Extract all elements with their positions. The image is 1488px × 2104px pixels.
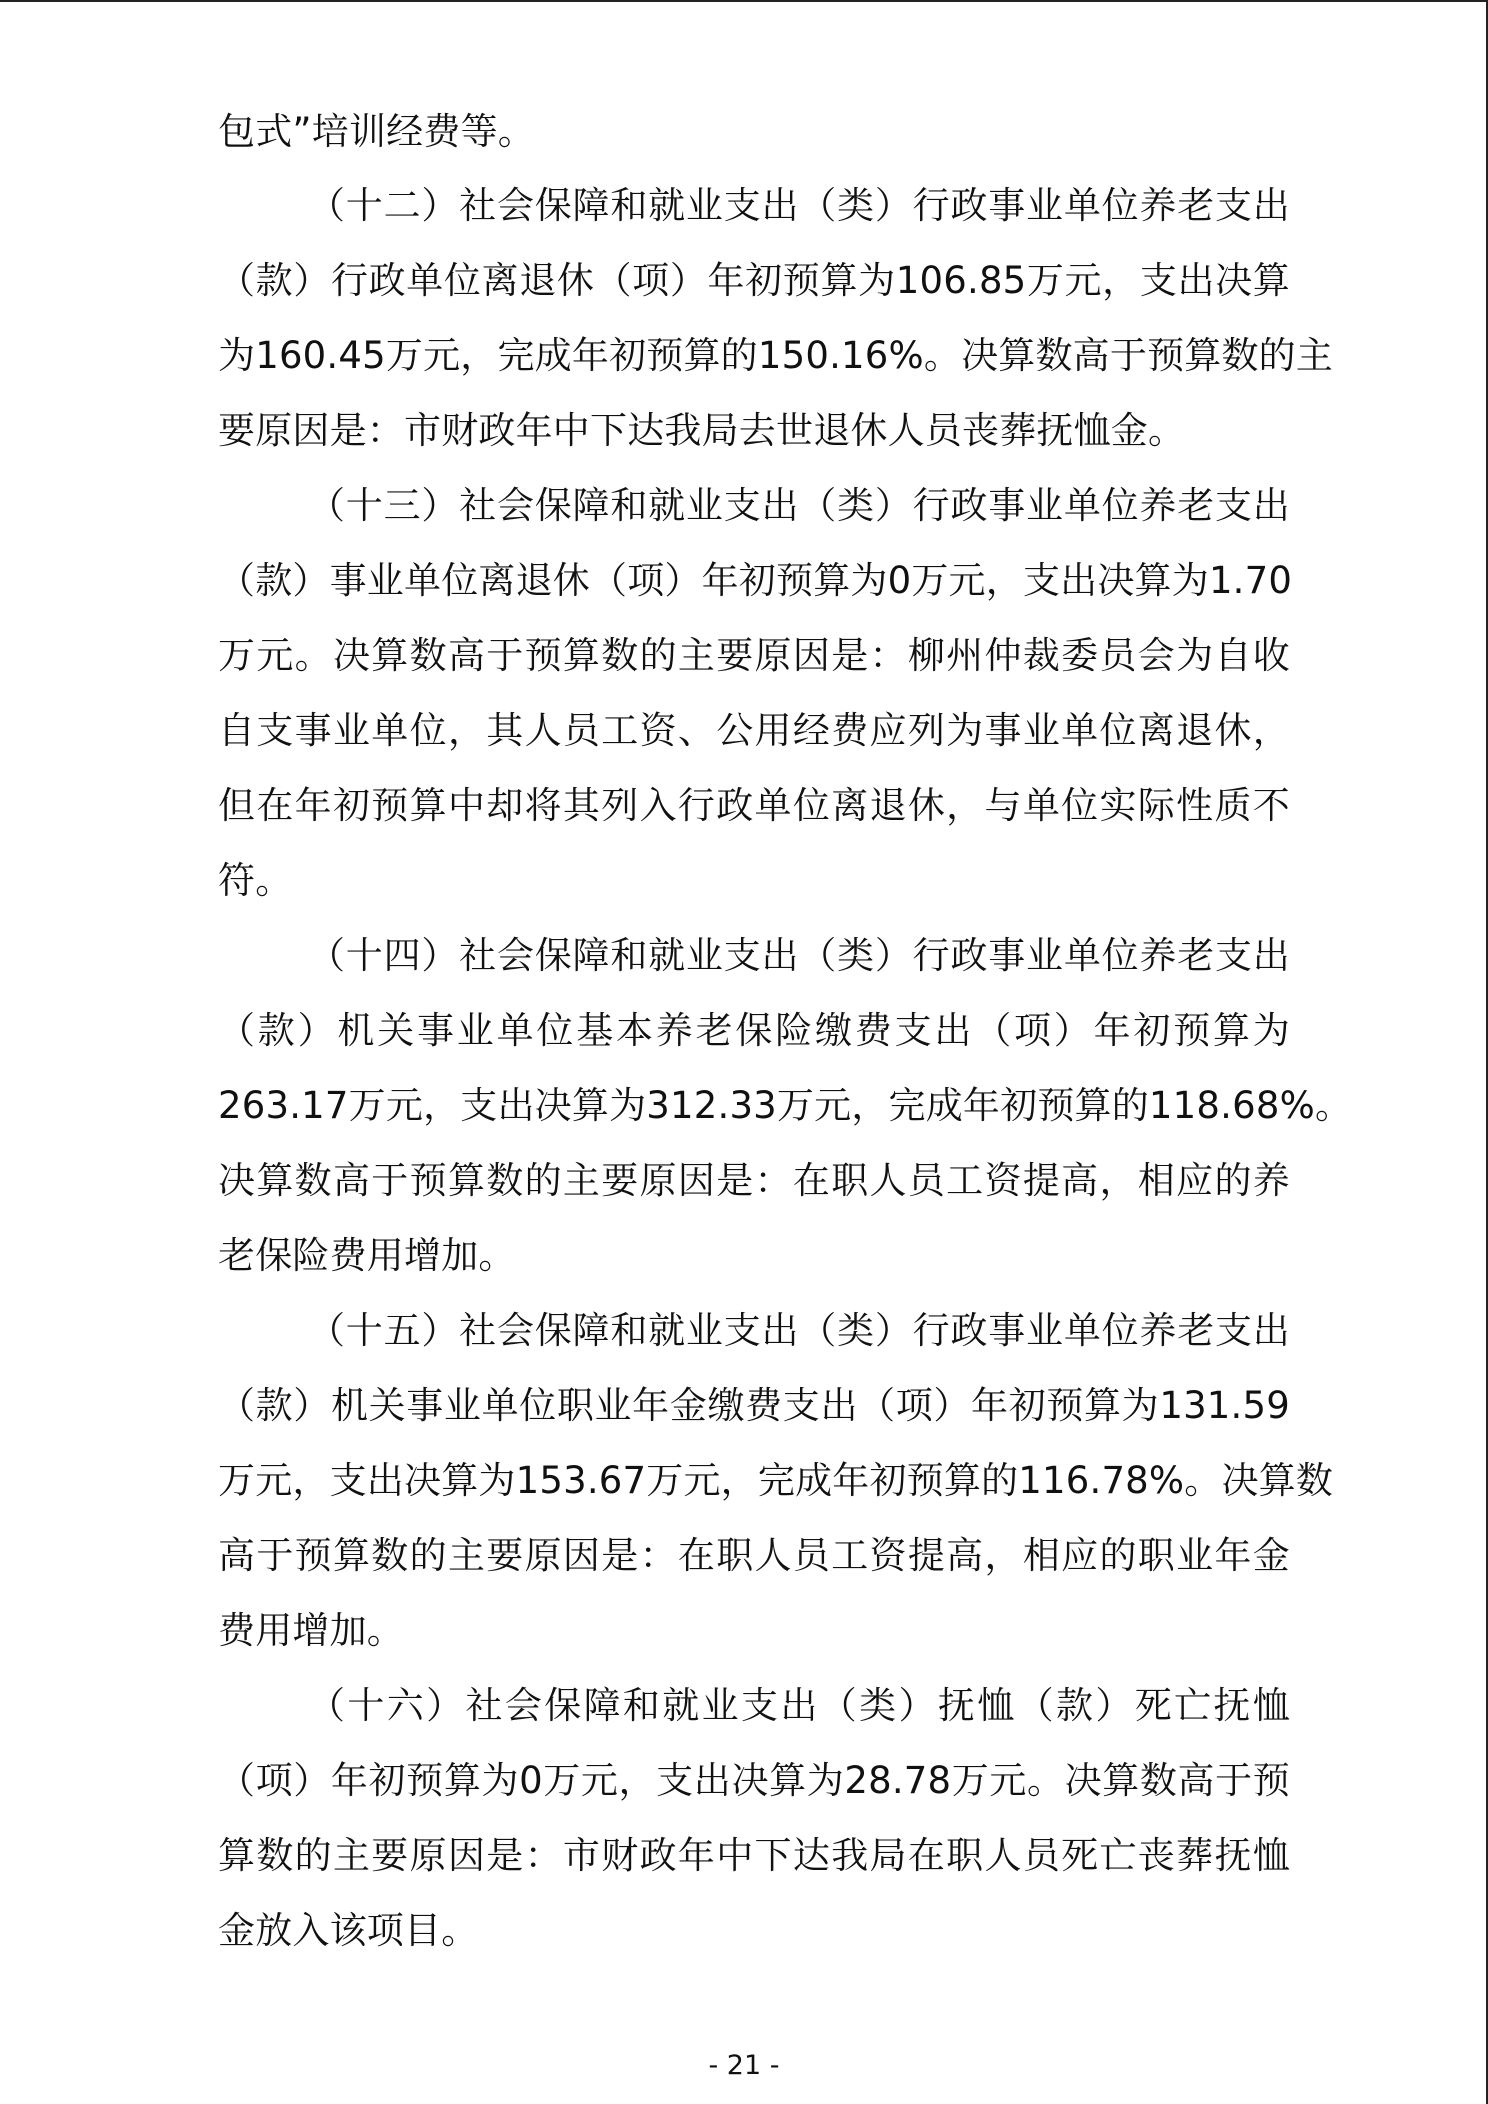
text-line: 万元，支出决算为153.67万元，完成年初预算的116.78%。决算数: [218, 1459, 1334, 1502]
section-heading-14: （十四）社会保障和就业支出（类）行政事业单位养老支出: [308, 934, 1290, 977]
section-heading-12: （十二）社会保障和就业支出（类）行政事业单位养老支出: [308, 184, 1290, 227]
document-body: [218, 2, 1353, 2104]
text-line: （项）年初预算为0万元，支出决算为28.78万元。决算数高于预: [218, 1759, 1290, 1802]
section-heading-15: （十五）社会保障和就业支出（类）行政事业单位养老支出: [308, 1309, 1290, 1352]
text-line: 符。: [218, 859, 293, 902]
text-line: 高于预算数的主要原因是：在职人员工资提高，相应的职业年金: [218, 1534, 1290, 1577]
text-line: （款）机关事业单位职业年金缴费支出（项）年初预算为131.59: [218, 1384, 1290, 1427]
text-line: 金放入该项目。: [218, 1909, 479, 1952]
section-heading-13: （十三）社会保障和就业支出（类）行政事业单位养老支出: [308, 484, 1290, 527]
text-line: 费用增加。: [218, 1609, 404, 1652]
text-line: （款）机关事业单位基本养老保险缴费支出（项）年初预算为: [218, 1009, 1290, 1052]
text-line: 为160.45万元，完成年初预算的150.16%。决算数高于预算数的主: [218, 334, 1334, 377]
section-heading-16: （十六）社会保障和就业支出（类）抚恤（款）死亡抚恤: [308, 1684, 1290, 1727]
text-line: 要原因是：市财政年中下达我局去世退休人员丧葬抚恤金。: [218, 409, 1186, 452]
text-line: 263.17万元，支出决算为312.33万元，完成年初预算的118.68%。: [218, 1084, 1353, 1127]
text-line: 决算数高于预算数的主要原因是：在职人员工资提高，相应的养: [218, 1159, 1290, 1202]
text-line: 包式”培训经费等。: [218, 110, 535, 153]
text-line: （款）事业单位离退休（项）年初预算为0万元，支出决算为1.70: [218, 559, 1293, 602]
text-line: 老保险费用增加。: [218, 1234, 516, 1277]
text-line: 但在年初预算中却将其列入行政单位离退休，与单位实际性质不: [218, 784, 1290, 827]
text-line: 算数的主要原因是：市财政年中下达我局在职人员死亡丧葬抚恤: [218, 1834, 1290, 1877]
text-line: 自支事业单位，其人员工资、公用经费应列为事业单位离退休，: [218, 709, 1290, 752]
text-line: （款）行政单位离退休（项）年初预算为106.85万元，支出决算: [218, 259, 1290, 302]
page-number: - 21 -: [708, 2050, 780, 2081]
text-line: 万元。决算数高于预算数的主要原因是：柳州仲裁委员会为自收: [218, 634, 1290, 677]
